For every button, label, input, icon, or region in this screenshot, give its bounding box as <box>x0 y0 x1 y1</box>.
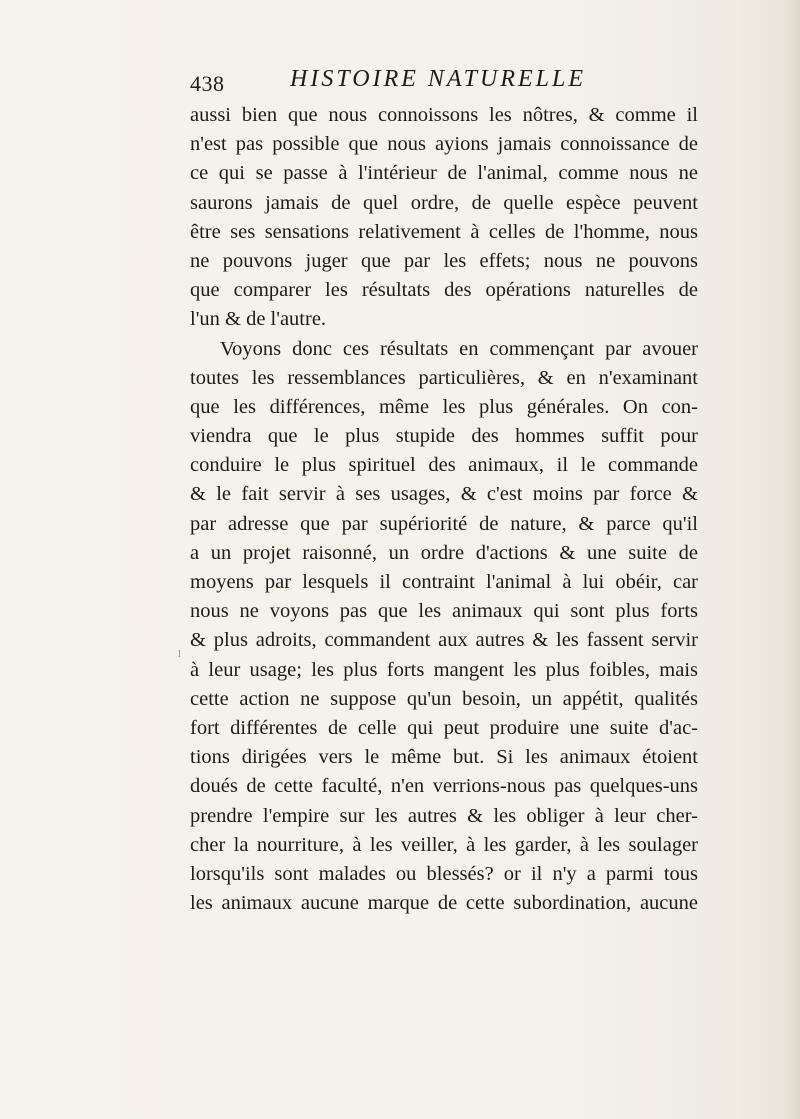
text-line: n'est pas possible que nous ayions jamais connoissance de <box>190 133 698 156</box>
text-line: aussi bien que nous connoissons les nôtres, & comme il <box>190 104 698 126</box>
text-line: moyens par lesquels il contraint l'animal à lui obéir, car <box>190 571 698 593</box>
text-line: saurons jamais de quel ordre, de quelle espèce peuvent <box>190 191 698 214</box>
text-line: être ses sensations relativement à celles de l'homme, nous <box>190 220 698 243</box>
text-line: conduire le plus spirituel des animaux, il le commande <box>190 454 698 477</box>
text-line: & le fait servir à ses usages, & c'est moins par force & <box>190 483 698 506</box>
text-line: lorsqu'ils sont malades ou blessés? or il n'y a parmi tous <box>190 862 698 885</box>
text-line: doués de cette faculté, n'en verrions-nous pas quelques-uns <box>190 775 698 798</box>
text-line: que les différences, même les plus générales. On con- <box>190 395 698 418</box>
text-line: a un projet raisonné, un ordre d'actions & une suite de <box>190 541 698 564</box>
body-text <box>190 101 698 918</box>
page-edge-shadow <box>782 0 800 1119</box>
text-line: cher la nourriture, à les veiller, à les garder, à les soulager <box>190 833 698 856</box>
text-line: ce qui se passe à l'intérieur de l'animal, comme nous ne <box>190 162 698 185</box>
text-line: l'un & de l'autre. <box>190 308 327 331</box>
margin-mark: l <box>178 649 181 660</box>
page-header <box>190 66 620 102</box>
text-line: tions dirigées vers le même but. Si les animaux étoient <box>190 746 698 769</box>
text-line: cette action ne suppose qu'un besoin, un appétit, qualités <box>190 687 698 710</box>
text-line: que comparer les résultats des opérations naturelles de <box>190 279 698 302</box>
text-line: par adresse que par supériorité de nature, & parce qu'il <box>190 512 698 535</box>
text-line: ne pouvons juger que par les effets; nous ne pouvons <box>190 249 698 272</box>
text-line: nous ne voyons pas que les animaux qui sont plus forts <box>190 600 698 623</box>
text-line: viendra que le plus stupide des hommes suffit pour <box>190 425 698 448</box>
text-line: fort différentes de celle qui peut produire une suite d'ac- <box>190 716 698 739</box>
text-line: à leur usage; les plus forts mangent les plus foibles, mais <box>190 658 698 681</box>
running-title: HISTOIRE NATURELLE <box>290 66 587 92</box>
text-line: les animaux aucune marque de cette subordination, aucune <box>190 892 698 915</box>
text-line: prendre l'empire sur les autres & les obliger à leur cher- <box>190 804 698 827</box>
paragraph-start-line: Voyons donc ces résultats en commençant par avouer <box>220 337 698 360</box>
page-number: 438 <box>190 71 225 96</box>
text-line: toutes les ressemblances particulières, & en n'examinant <box>190 366 698 389</box>
text-line: & plus adroits, commandent aux autres & les fassent servir <box>190 629 698 652</box>
